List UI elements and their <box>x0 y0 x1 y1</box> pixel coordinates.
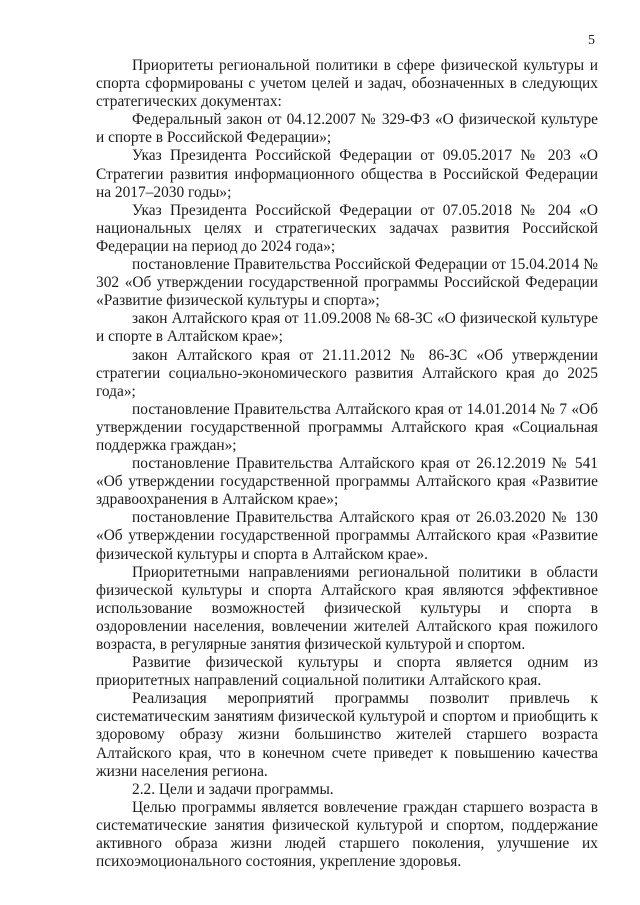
paragraph-decree-203: Указ Президента Российской Федерации от 09.05.2017 № 203 «О Стратегии развития информационного общества в Российской Федерации на 2017–2030 годы»; <box>96 147 598 201</box>
paragraph-decree-204: Указ Президента Российской Федерации от 07.05.2018 № 204 «О национальных целях и стратегических задачах развития Российской Федерации на период до 2024 года»; <box>96 201 598 255</box>
paragraph-priority-directions: Приоритетными направлениями региональной политики в области физической культуры и спорта Алтайского края являются эффективное использование возможностей физической культуры и спорта в оздоровлении населения, вовлечении жителей Алтайского края пожилого возраста, в регулярные занятия физической культурой и спортом. <box>96 563 598 653</box>
paragraph-resolution-541: постановление Правительства Алтайского края от 26.12.2019 № 541 «Об утверждении государственной программы Алтайского края «Развитие здравоохранения в Алтайском крае»; <box>96 455 598 509</box>
paragraph-program-implementation: Реализация мероприятий программы позволит привлечь к систематическим занятиям физической культурой и спортом и приобщить к здоровому образу жизни большинство жителей старшего возраста Алтайского края, что в конечном счете приведет к повышению качества жизни населения региона. <box>96 690 598 780</box>
section-heading-goals: 2.2. Цели и задачи программы. <box>132 780 334 798</box>
paragraph-resolution-7: постановление Правительства Алтайского края от 14.01.2014 № 7 «Об утверждении государственной программы Алтайского края «Социальная поддержка граждан»; <box>96 400 598 454</box>
page-number: 5 <box>588 33 595 48</box>
paragraph-program-goal: Целью программы является вовлечение граждан старшего возраста в систематические занятия физической культурой и спортом, поддержание активного образа жизни людей старшего поколения, улучшение их психоэмоционального состояния, укрепление здоровья. <box>96 798 598 871</box>
paragraph-resolution-130: постановление Правительства Алтайского края от 26.03.2020 № 130 «Об утверждении государственной программы Алтайского края «Развитие физической культуры и спорта в Алтайском крае». <box>96 509 598 563</box>
paragraph-federal-law: Федеральный закон от 04.12.2007 № 329-ФЗ «О физической культуре и спорте в Российской Федерации»; <box>96 111 598 147</box>
paragraph-sport-development: Развитие физической культуры и спорта является одним из приоритетных направлений социальной политики Алтайского края. <box>96 654 598 690</box>
paragraph-regional-law-68: закон Алтайского края от 11.09.2008 № 68-ЗС «О физической культуре и спорте в Алтайском крае»; <box>96 310 598 346</box>
paragraph-regional-law-86: закон Алтайского края от 21.11.2012 № 86-ЗС «Об утверждении стратегии социально-экономического развития Алтайского края до 2025 года»; <box>96 346 598 400</box>
document-body <box>96 57 598 871</box>
paragraph-gov-resolution-302: постановление Правительства Российской Федерации от 15.04.2014 № 302 «Об утверждении государственной программы Российской Федерации «Развитие физической культуры и спорта»; <box>96 256 598 310</box>
paragraph-priorities-intro: Приоритеты региональной политики в сфере физической культуры и спорта сформированы с учетом целей и задач, обозначенных в следующих стратегических документах: <box>96 57 598 111</box>
